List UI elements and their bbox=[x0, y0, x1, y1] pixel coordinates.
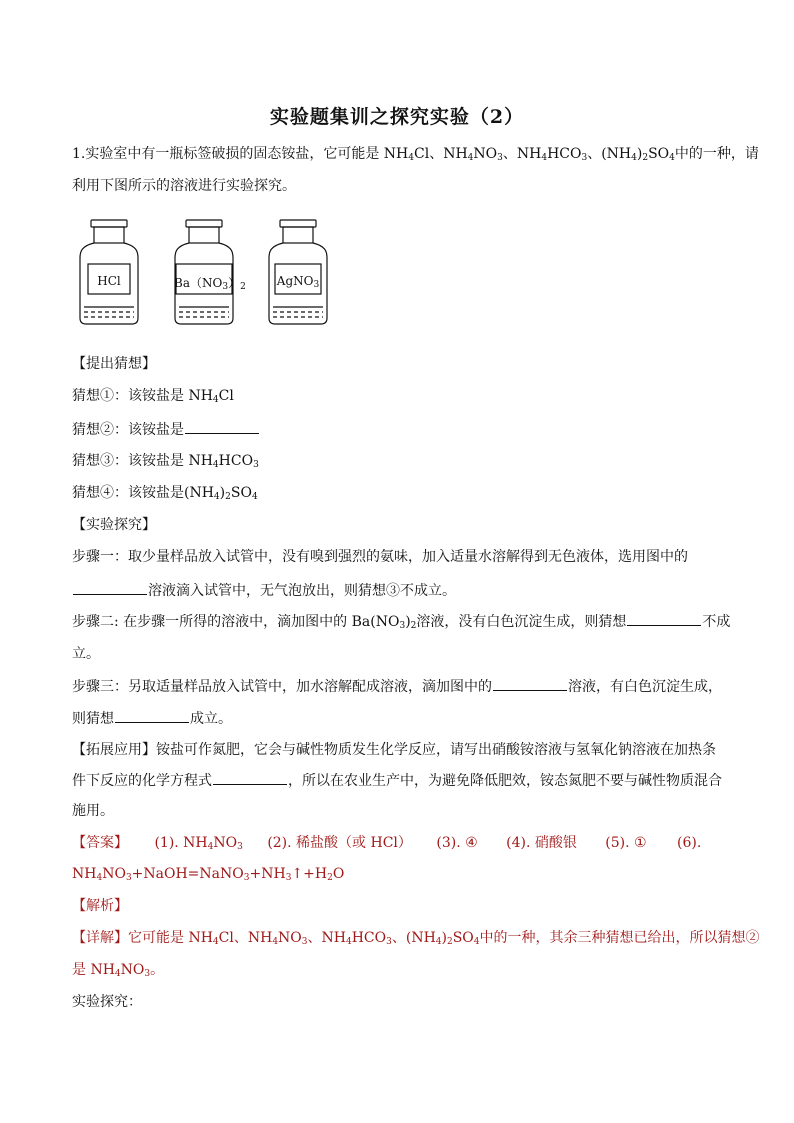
bottle-hcl bbox=[80, 220, 138, 324]
answer-label: 【答案】 bbox=[72, 835, 128, 851]
extension-line-2: 件下反应的化学方程式 ，所以在农业生产中，为避免降低肥效，铵态氮肥不要与碱性物质混合 bbox=[72, 770, 732, 791]
answer-blank-3[interactable] bbox=[627, 611, 701, 626]
extension-line-3: 施用。 bbox=[72, 803, 114, 819]
bottle-label-barium-nitrate: $Ba(NO_3)_2$ bbox=[174, 276, 246, 292]
question-line-2: 利用下图所示的溶液进行实验探究。 bbox=[72, 178, 296, 194]
bottle-barium-nitrate bbox=[175, 220, 233, 324]
bottle-silver-nitrate bbox=[269, 220, 327, 324]
analysis-detail-line-1: 【详解】它可能是 $NH_4Cl$、$NH_4NO_3$、$NH_4HCO_3$、$(NH_4)_2SO_4$中的一种，其余三种猜想已给出，所以猜想② bbox=[72, 930, 760, 947]
bottle-label-silver-nitrate: AgNO$_3$ bbox=[276, 274, 320, 290]
step-2-line-2: 立。 bbox=[72, 646, 100, 662]
page-title: 实验题集训之探究实验（2） bbox=[269, 106, 525, 128]
answer-line-1: 【答案】 (1). $NH_4NO_3$ (2). 稀盐酸（或 HCl） (3). ④ (4). 硝酸银 (5). ① (6). bbox=[72, 835, 702, 852]
analysis-detail-line-2: 是 $NH_4NO_3$。 bbox=[72, 962, 165, 979]
question-line-1: 1.实验室中有一瓶标签破损的固态铵盐，它可能是 $NH_4Cl$、$NH_4NO_3$、$NH_4HCO_3$、$(NH_4)_2SO_4$中的一种，请 bbox=[72, 146, 759, 163]
answer-blank-6[interactable] bbox=[213, 770, 287, 785]
hypothesis-3: 猜想③：该铵盐是 $NH_4HCO_3$ bbox=[72, 453, 259, 470]
step-1-line-1: 步骤一：取少量样品放入试管中，没有嗅到强烈的氨味，加入适量水溶解得到无色液体，选用图中的 bbox=[72, 549, 688, 565]
hypothesis-4: 猜想④：该铵盐是$(NH_4)_2SO_4$ bbox=[72, 485, 258, 502]
reagent-bottles-figure bbox=[70, 218, 360, 328]
bottle-label-hcl: HCl bbox=[97, 274, 121, 288]
answer-blank-5[interactable] bbox=[115, 708, 189, 723]
step-1-line-2: 溶液滴入试管中，无气泡放出，则猜想③不成立。 bbox=[72, 580, 732, 601]
step-3-line-2: 则猜想 成立。 bbox=[72, 708, 732, 729]
analysis-heading: 【解析】 bbox=[72, 898, 128, 914]
answer-blank-1[interactable] bbox=[185, 419, 259, 434]
bottles-svg bbox=[70, 218, 360, 328]
step-2-line-1: 步骤二: 在步骤一所得的溶液中，滴加图中的 $Ba(NO_3)_2$溶液，没有白色沉淀生成，则猜想 不成 bbox=[72, 611, 732, 632]
step-3-line-1: 步骤三：另取适量样品放入试管中，加水溶解配成溶液，滴加图中的 溶液，有白色沉淀生成， bbox=[72, 676, 732, 697]
hypothesis-1: 猜想①：该铵盐是 $NH_4Cl$ bbox=[72, 388, 234, 405]
experiment-heading: 【实验探究】 bbox=[72, 517, 156, 533]
extension-line-1: 【拓展应用】铵盐可作氮肥，它会与碱性物质发生化学反应，请写出硝酸铵溶液与氢氧化钠溶液在加热条 bbox=[72, 742, 716, 758]
hypothesis-2: 猜想②：该铵盐是 bbox=[72, 419, 732, 440]
answer-equation: $NH_4NO_3+NaOH=NaNO_3+NH_3↑+H_2O$ bbox=[72, 866, 345, 883]
analysis-experiment-label: 实验探究： bbox=[72, 994, 142, 1010]
answer-blank-4[interactable] bbox=[493, 676, 567, 691]
answer-blank-2[interactable] bbox=[73, 580, 147, 595]
hypothesis-heading: 【提出猜想】 bbox=[72, 356, 156, 372]
